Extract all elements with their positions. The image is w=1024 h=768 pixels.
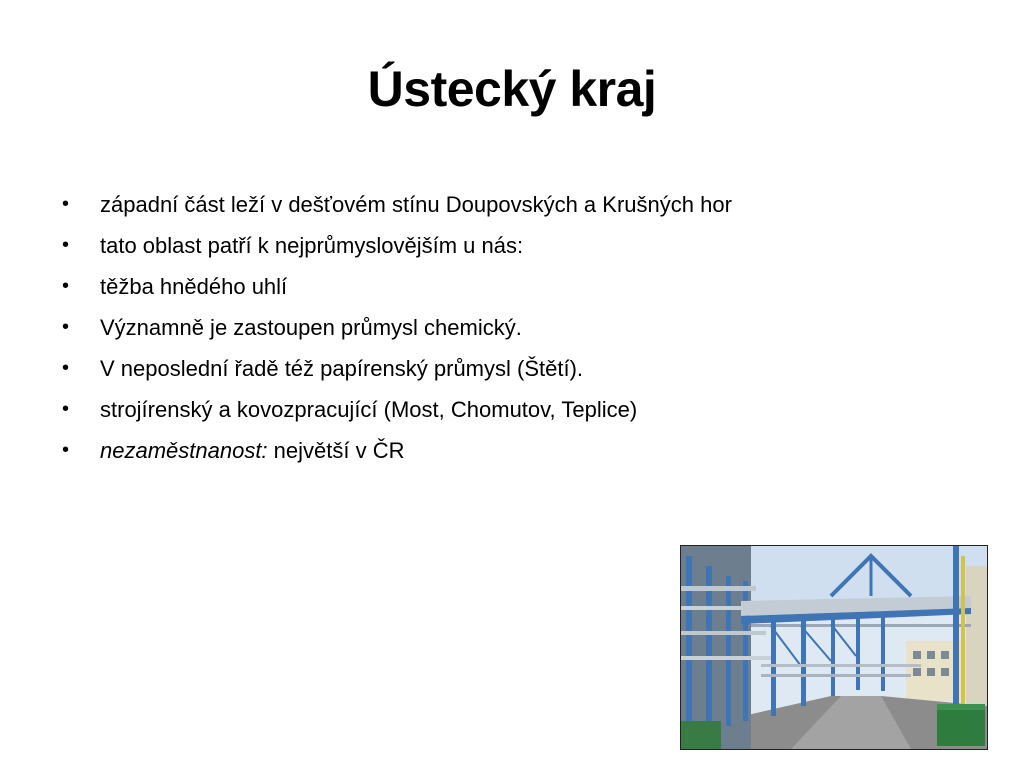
industrial-plant-photo: [680, 545, 988, 750]
bullet-text: Významně je zastoupen průmysl chemický.: [100, 315, 522, 340]
slide-title: Ústecký kraj: [367, 61, 657, 117]
bullet-item: [60, 389, 960, 430]
bullet-icon: •: [62, 439, 70, 461]
bullet-item: [60, 184, 960, 225]
bullet-text: V neposlední řadě též papírenský průmysl (Štětí).: [100, 356, 584, 381]
bullet-emphasis: nezaměstnanost:: [100, 438, 268, 463]
bullet-item: [60, 430, 960, 471]
bullet-icon: •: [62, 357, 70, 379]
bullet-icon: •: [62, 275, 70, 297]
bullet-text: tato oblast patří k nejprůmyslovějším u nás:: [100, 233, 524, 258]
bullet-item: [60, 225, 960, 266]
bullet-icon: •: [62, 398, 70, 420]
bullet-list: [60, 184, 960, 471]
bullet-text: strojírenský a kovozpracující (Most, Chomutov, Teplice): [100, 397, 638, 422]
bullet-item: [60, 348, 960, 389]
bullet-text: západní část leží v dešťovém stínu Doupovských a Krušných hor: [100, 192, 732, 217]
bullet-icon: •: [62, 234, 70, 256]
bullet-item: [60, 266, 960, 307]
bullet-icon: •: [62, 316, 70, 338]
bullet-text: největší v ČR: [267, 438, 405, 463]
bullet-text: těžba hnědého uhlí: [100, 274, 288, 299]
bullet-icon: •: [62, 193, 70, 215]
industrial-plant-illustration: [681, 546, 987, 749]
bullet-item: [60, 307, 960, 348]
